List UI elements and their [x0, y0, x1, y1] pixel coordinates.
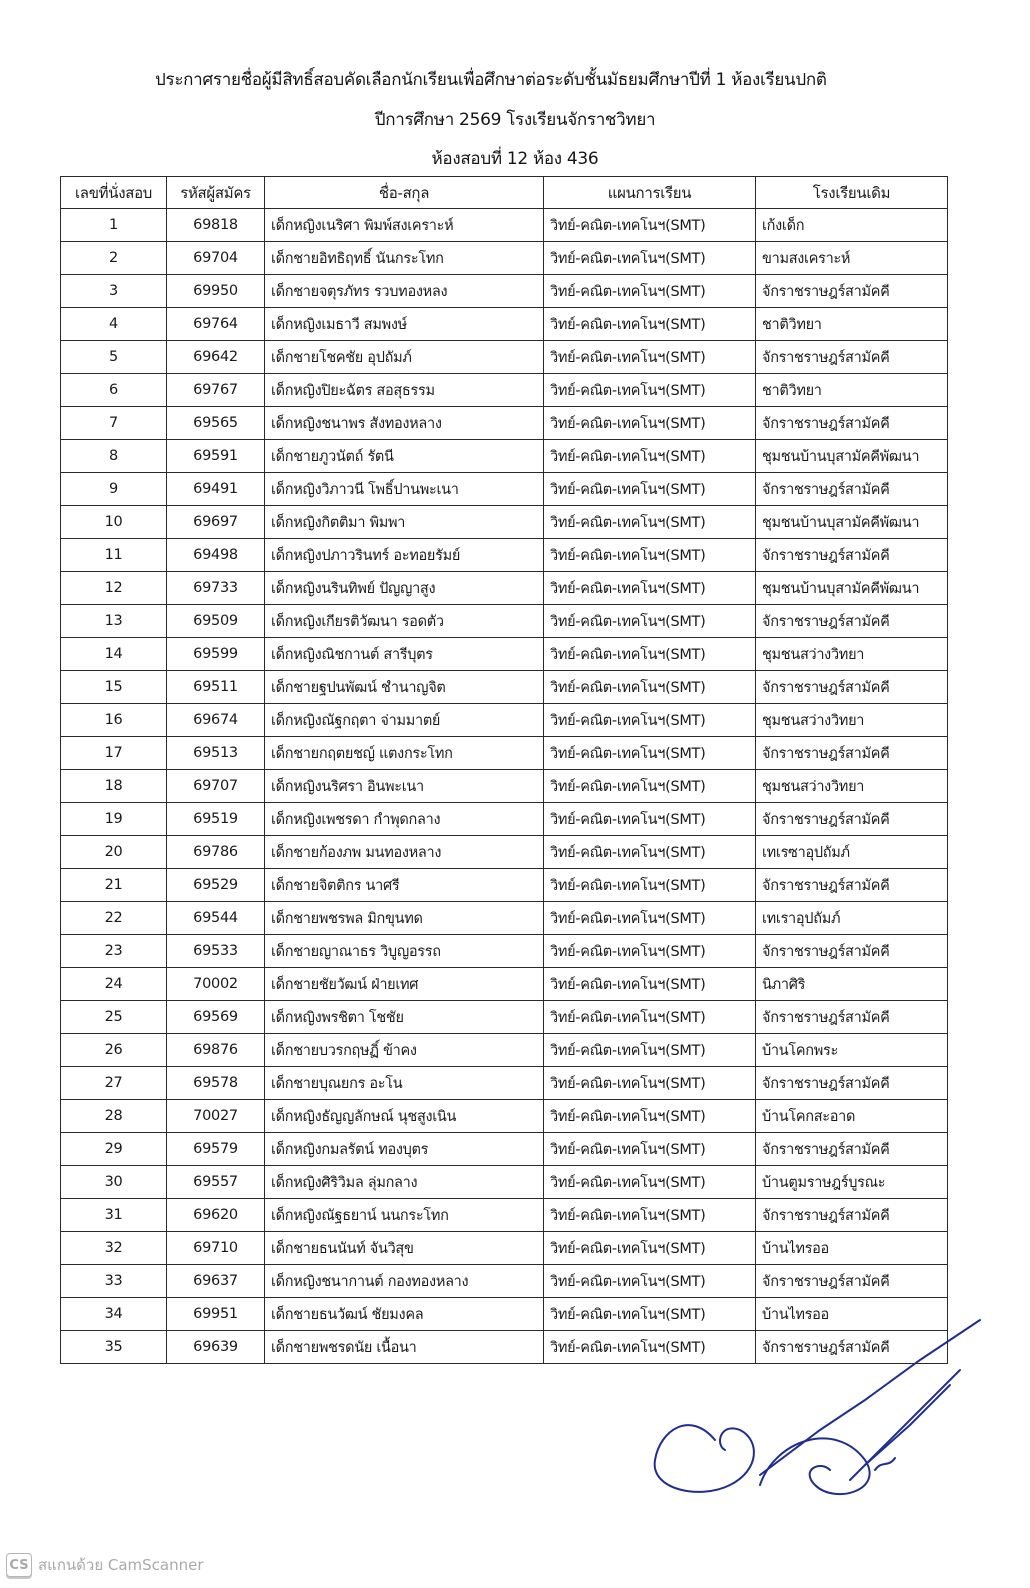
table-row	[61, 1265, 948, 1298]
seat-number: 2	[61, 242, 167, 275]
seat-number: 11	[61, 539, 167, 572]
previous-school: จักราชราษฎร์สามัคคี	[756, 407, 948, 440]
applicant-id: 69642	[167, 341, 265, 374]
seat-number: 29	[61, 1133, 167, 1166]
student-name: เด็กหญิงเพชรดา กำพุดกลาง	[265, 803, 544, 836]
table-row	[61, 836, 948, 869]
study-program: วิทย์-คณิต-เทคโนฯ(SMT)	[544, 440, 756, 473]
seat-number: 16	[61, 704, 167, 737]
study-program: วิทย์-คณิต-เทคโนฯ(SMT)	[544, 275, 756, 308]
table-row	[61, 902, 948, 935]
table-row	[61, 1067, 948, 1100]
student-name: เด็กหญิงวิภาวนี โพธิ์ปานพะเนา	[265, 473, 544, 506]
student-name: เด็กหญิงเกียรติวัฒนา รอดตัว	[265, 605, 544, 638]
seat-number: 25	[61, 1001, 167, 1034]
study-program: วิทย์-คณิต-เทคโนฯ(SMT)	[544, 1199, 756, 1232]
student-name: เด็กหญิงพรชิตา โชชัย	[265, 1001, 544, 1034]
applicant-id: 69529	[167, 869, 265, 902]
candidate-table	[60, 176, 948, 1364]
study-program: วิทย์-คณิต-เทคโนฯ(SMT)	[544, 1034, 756, 1067]
study-program: วิทย์-คณิต-เทคโนฯ(SMT)	[544, 374, 756, 407]
study-program: วิทย์-คณิต-เทคโนฯ(SMT)	[544, 836, 756, 869]
seat-number: 5	[61, 341, 167, 374]
signature-loop-right	[760, 1438, 870, 1494]
student-name: เด็กหญิงศิริวิมล ลุ่มกลาง	[265, 1166, 544, 1199]
seat-number: 22	[61, 902, 167, 935]
study-program: วิทย์-คณิต-เทคโนฯ(SMT)	[544, 605, 756, 638]
applicant-id: 69637	[167, 1265, 265, 1298]
study-program: วิทย์-คณิต-เทคโนฯ(SMT)	[544, 209, 756, 242]
applicant-id: 69620	[167, 1199, 265, 1232]
table-row	[61, 374, 948, 407]
seat-number: 17	[61, 737, 167, 770]
applicant-id: 69579	[167, 1133, 265, 1166]
table-row	[61, 308, 948, 341]
seat-number: 20	[61, 836, 167, 869]
study-program: วิทย์-คณิต-เทคโนฯ(SMT)	[544, 1298, 756, 1331]
seat-number: 12	[61, 572, 167, 605]
study-program: วิทย์-คณิต-เทคโนฯ(SMT)	[544, 473, 756, 506]
study-program: วิทย์-คณิต-เทคโนฯ(SMT)	[544, 308, 756, 341]
applicant-id: 69557	[167, 1166, 265, 1199]
student-name: เด็กหญิงเมธาวี สมพงษ์	[265, 308, 544, 341]
seat-number: 34	[61, 1298, 167, 1331]
student-name: เด็กชายญาณาธร วิบูญอรรถ	[265, 935, 544, 968]
previous-school: ชุมชนสว่างวิทยา	[756, 770, 948, 803]
applicant-id: 69767	[167, 374, 265, 407]
study-program: วิทย์-คณิต-เทคโนฯ(SMT)	[544, 1067, 756, 1100]
table-row	[61, 803, 948, 836]
seat-number: 7	[61, 407, 167, 440]
previous-school: ชาติวิทยา	[756, 374, 948, 407]
previous-school: จักราชราษฎร์สามัคคี	[756, 539, 948, 572]
applicant-id: 69599	[167, 638, 265, 671]
applicant-id: 69498	[167, 539, 265, 572]
table-row	[61, 737, 948, 770]
table-row	[61, 704, 948, 737]
seat-number: 21	[61, 869, 167, 902]
previous-school: บ้านไทรออ	[756, 1232, 948, 1265]
table-header-row	[61, 177, 948, 209]
seat-number: 4	[61, 308, 167, 341]
table-row	[61, 572, 948, 605]
previous-school: นิภาศิริ	[756, 968, 948, 1001]
study-program: วิทย์-คณิต-เทคโนฯ(SMT)	[544, 869, 756, 902]
student-name: เด็กหญิงปิยะฉัตร สอสุธรรม	[265, 374, 544, 407]
seat-number: 23	[61, 935, 167, 968]
applicant-id: 69511	[167, 671, 265, 704]
previous-school: จักราชราษฎร์สามัคคี	[756, 1331, 948, 1364]
study-program: วิทย์-คณิต-เทคโนฯ(SMT)	[544, 671, 756, 704]
previous-school: จักราชราษฎร์สามัคคี	[756, 605, 948, 638]
previous-school: บ้านโคกสะอาด	[756, 1100, 948, 1133]
watermark-text: สแกนด้วย CamScanner	[38, 1556, 204, 1574]
previous-school: ชุมชนบ้านบุสามัคคีพัฒนา	[756, 440, 948, 473]
study-program: วิทย์-คณิต-เทคโนฯ(SMT)	[544, 572, 756, 605]
student-name: เด็กชายจตุรภัทร รวบทองหลง	[265, 275, 544, 308]
applicant-id: 69565	[167, 407, 265, 440]
previous-school: เทเราอุปถัมภ์	[756, 902, 948, 935]
study-program: วิทย์-คณิต-เทคโนฯ(SMT)	[544, 539, 756, 572]
signature-stroke-1	[760, 1320, 980, 1475]
previous-school: ขามสงเคราะห์	[756, 242, 948, 275]
seat-number: 33	[61, 1265, 167, 1298]
student-name: เด็กหญิงเนริศา พิมพ์สงเคราะห์	[265, 209, 544, 242]
study-program: วิทย์-คณิต-เทคโนฯ(SMT)	[544, 803, 756, 836]
table-row	[61, 209, 948, 242]
student-name: เด็กหญิงณัฐธยาน์ นนกระโทก	[265, 1199, 544, 1232]
table-row	[61, 638, 948, 671]
student-name: เด็กหญิงปภาวรินทร์ อะทอยรัมย์	[265, 539, 544, 572]
study-program: วิทย์-คณิต-เทคโนฯ(SMT)	[544, 935, 756, 968]
seat-number: 26	[61, 1034, 167, 1067]
applicant-id: 69578	[167, 1067, 265, 1100]
seat-number: 8	[61, 440, 167, 473]
seat-number: 30	[61, 1166, 167, 1199]
study-program: วิทย์-คณิต-เทคโนฯ(SMT)	[544, 737, 756, 770]
student-name: เด็กชายชัยวัฒน์ ฝ่ายเทศ	[265, 968, 544, 1001]
student-name: เด็กหญิงณิชกานต์ สารีบุตร	[265, 638, 544, 671]
applicant-id: 69818	[167, 209, 265, 242]
previous-school: จักราชราษฎร์สามัคคี	[756, 737, 948, 770]
column-header-seat: เลขที่นั่งสอบ	[61, 177, 167, 209]
study-program: วิทย์-คณิต-เทคโนฯ(SMT)	[544, 638, 756, 671]
table-body	[61, 209, 948, 1364]
table-row	[61, 671, 948, 704]
student-name: เด็กชายโชคชัย อุปถัมภ์	[265, 341, 544, 374]
student-name: เด็กชายก้องภพ มนทองหลาง	[265, 836, 544, 869]
study-program: วิทย์-คณิต-เทคโนฯ(SMT)	[544, 770, 756, 803]
seat-number: 13	[61, 605, 167, 638]
table-row	[61, 935, 948, 968]
table-row	[61, 1001, 948, 1034]
seat-number: 10	[61, 506, 167, 539]
student-name: เด็กหญิงชนากานต์ กองทองหลาง	[265, 1265, 544, 1298]
student-name: เด็กชายกฤตยชญ์ แตงกระโทก	[265, 737, 544, 770]
seat-number: 19	[61, 803, 167, 836]
table-row	[61, 1199, 948, 1232]
table-row	[61, 275, 948, 308]
previous-school: บ้านโคกพระ	[756, 1034, 948, 1067]
applicant-id: 69786	[167, 836, 265, 869]
study-program: วิทย์-คณิต-เทคโนฯ(SMT)	[544, 506, 756, 539]
table-row	[61, 605, 948, 638]
previous-school: ชุมชนสว่างวิทยา	[756, 638, 948, 671]
column-header-previous-school: โรงเรียนเดิม	[756, 177, 948, 209]
student-name: เด็กชายอิทธิฤทธิ์ นันกระโทก	[265, 242, 544, 275]
applicant-id: 69764	[167, 308, 265, 341]
applicant-id: 69697	[167, 506, 265, 539]
column-header-name: ชื่อ-สกุล	[265, 177, 544, 209]
previous-school: จักราชราษฎร์สามัคคี	[756, 1199, 948, 1232]
applicant-id: 69639	[167, 1331, 265, 1364]
applicant-id: 70027	[167, 1100, 265, 1133]
study-program: วิทย์-คณิต-เทคโนฯ(SMT)	[544, 1133, 756, 1166]
student-name: เด็กหญิงกมลรัตน์ ทองบุตร	[265, 1133, 544, 1166]
student-name: เด็กหญิงธัญญลักษณ์ นุชสูงเนิน	[265, 1100, 544, 1133]
student-name: เด็กชายพชรพล มิกขุนทด	[265, 902, 544, 935]
study-program: วิทย์-คณิต-เทคโนฯ(SMT)	[544, 1001, 756, 1034]
study-program: วิทย์-คณิต-เทคโนฯ(SMT)	[544, 407, 756, 440]
seat-number: 3	[61, 275, 167, 308]
column-header-program: แผนการเรียน	[544, 177, 756, 209]
table-row	[61, 506, 948, 539]
study-program: วิทย์-คณิต-เทคโนฯ(SMT)	[544, 902, 756, 935]
seat-number: 6	[61, 374, 167, 407]
student-name: เด็กหญิงนรินทิพย์ ปัญญาสูง	[265, 572, 544, 605]
seat-number: 35	[61, 1331, 167, 1364]
previous-school: บ้านตูมราษฎร์บูรณะ	[756, 1166, 948, 1199]
table-row	[61, 1133, 948, 1166]
previous-school: จักราชราษฎร์สามัคคี	[756, 341, 948, 374]
previous-school: จักราชราษฎร์สามัคคี	[756, 671, 948, 704]
applicant-id: 69707	[167, 770, 265, 803]
previous-school: จักราชราษฎร์สามัคคี	[756, 1265, 948, 1298]
seat-number: 27	[61, 1067, 167, 1100]
column-header-applicant-id: รหัสผู้สมัคร	[167, 177, 265, 209]
study-program: วิทย์-คณิต-เทคโนฯ(SMT)	[544, 1232, 756, 1265]
study-program: วิทย์-คณิต-เทคโนฯ(SMT)	[544, 1331, 756, 1364]
study-program: วิทย์-คณิต-เทคโนฯ(SMT)	[544, 1265, 756, 1298]
previous-school: จักราชราษฎร์สามัคคี	[756, 935, 948, 968]
table-row	[61, 473, 948, 506]
applicant-id: 69513	[167, 737, 265, 770]
seat-number: 28	[61, 1100, 167, 1133]
table-row	[61, 968, 948, 1001]
applicant-id: 69519	[167, 803, 265, 836]
table-row	[61, 869, 948, 902]
previous-school: เก้งเด็ก	[756, 209, 948, 242]
table-row	[61, 440, 948, 473]
applicant-id: 69509	[167, 605, 265, 638]
seat-number: 9	[61, 473, 167, 506]
study-program: วิทย์-คณิต-เทคโนฯ(SMT)	[544, 341, 756, 374]
student-name: เด็กหญิงณัฐกฤตา จ่ามมาตย์	[265, 704, 544, 737]
student-name: เด็กหญิงชนาพร สังทองหลาง	[265, 407, 544, 440]
study-program: วิทย์-คณิต-เทคโนฯ(SMT)	[544, 1166, 756, 1199]
student-name: เด็กชายฐปนพัฒน์ ชำนาญจิต	[265, 671, 544, 704]
applicant-id: 69710	[167, 1232, 265, 1265]
study-program: วิทย์-คณิต-เทคโนฯ(SMT)	[544, 704, 756, 737]
applicant-id: 69733	[167, 572, 265, 605]
seat-number: 31	[61, 1199, 167, 1232]
previous-school: จักราชราษฎร์สามัคคี	[756, 803, 948, 836]
table-row	[61, 1166, 948, 1199]
table-row	[61, 242, 948, 275]
seat-number: 32	[61, 1232, 167, 1265]
applicant-id: 69876	[167, 1034, 265, 1067]
previous-school: จักราชราษฎร์สามัคคี	[756, 275, 948, 308]
previous-school: ชุมชนสว่างวิทยา	[756, 704, 948, 737]
student-name: เด็กหญิงกิตติมา พิมพา	[265, 506, 544, 539]
previous-school: ชาติวิทยา	[756, 308, 948, 341]
applicant-id: 69491	[167, 473, 265, 506]
camscanner-logo-icon: CS	[6, 1553, 32, 1577]
table-row	[61, 341, 948, 374]
student-name: เด็กชายธนนันท์ จันวิสุข	[265, 1232, 544, 1265]
signature-stroke-4	[875, 1458, 895, 1470]
seat-number: 18	[61, 770, 167, 803]
applicant-id: 69951	[167, 1298, 265, 1331]
applicant-id: 69674	[167, 704, 265, 737]
applicant-id: 69544	[167, 902, 265, 935]
study-program: วิทย์-คณิต-เทคโนฯ(SMT)	[544, 1100, 756, 1133]
previous-school: เทเรซาอุปถัมภ์	[756, 836, 948, 869]
seat-number: 14	[61, 638, 167, 671]
announcement-title: ประกาศรายชื่อผู้มีสิทธิ์สอบคัดเลือกนักเรียนเพื่อศึกษาต่อระดับชั้นมัธยมศึกษาปีที่ 1 ห้องเรียนปกติ	[155, 70, 827, 90]
study-program: วิทย์-คณิต-เทคโนฯ(SMT)	[544, 968, 756, 1001]
seat-number: 24	[61, 968, 167, 1001]
table-row	[61, 539, 948, 572]
student-name: เด็กหญิงนริศรา อินพะเนา	[265, 770, 544, 803]
table-row	[61, 407, 948, 440]
academic-year-school: ปีการศึกษา 2569 โรงเรียนจักราชวิทยา	[374, 110, 656, 130]
student-name: เด็กชายธนวัฒน์ ชัยมงคล	[265, 1298, 544, 1331]
seat-number: 15	[61, 671, 167, 704]
applicant-id: 69569	[167, 1001, 265, 1034]
previous-school: ชุมชนบ้านบุสามัคคีพัฒนา	[756, 572, 948, 605]
table-row	[61, 770, 948, 803]
previous-school: จักราชราษฎร์สามัคคี	[756, 1133, 948, 1166]
study-program: วิทย์-คณิต-เทคโนฯ(SMT)	[544, 242, 756, 275]
student-name: เด็กชายบุณยกร อะโน	[265, 1067, 544, 1100]
applicant-id: 69950	[167, 275, 265, 308]
exam-room: ห้องสอบที่ 12 ห้อง 436	[431, 149, 599, 169]
applicant-id: 69533	[167, 935, 265, 968]
student-name: เด็กชายพชรดนัย เนื้อนา	[265, 1331, 544, 1364]
previous-school: จักราชราษฎร์สามัคคี	[756, 473, 948, 506]
table-row	[61, 1034, 948, 1067]
signature-stroke-3	[865, 1385, 950, 1465]
applicant-id: 69704	[167, 242, 265, 275]
table-row	[61, 1232, 948, 1265]
seat-number: 1	[61, 209, 167, 242]
previous-school: บ้านไทรออ	[756, 1298, 948, 1331]
applicant-id: 69591	[167, 440, 265, 473]
previous-school: จักราชราษฎร์สามัคคี	[756, 1067, 948, 1100]
student-name: เด็กชายบวรกฤษฏิ์ ข้าคง	[265, 1034, 544, 1067]
signature	[620, 1300, 1020, 1500]
table-row	[61, 1100, 948, 1133]
signature-loop-left	[655, 1425, 754, 1492]
student-name: เด็กชายภูวนัตถ์ รัตนี	[265, 440, 544, 473]
student-name: เด็กชายจิตติกร นาศรี	[265, 869, 544, 902]
previous-school: จักราชราษฎร์สามัคคี	[756, 869, 948, 902]
previous-school: จักราชราษฎร์สามัคคี	[756, 1001, 948, 1034]
camscanner-watermark	[6, 1553, 204, 1577]
previous-school: ชุมชนบ้านบุสามัคคีพัฒนา	[756, 506, 948, 539]
applicant-id: 70002	[167, 968, 265, 1001]
